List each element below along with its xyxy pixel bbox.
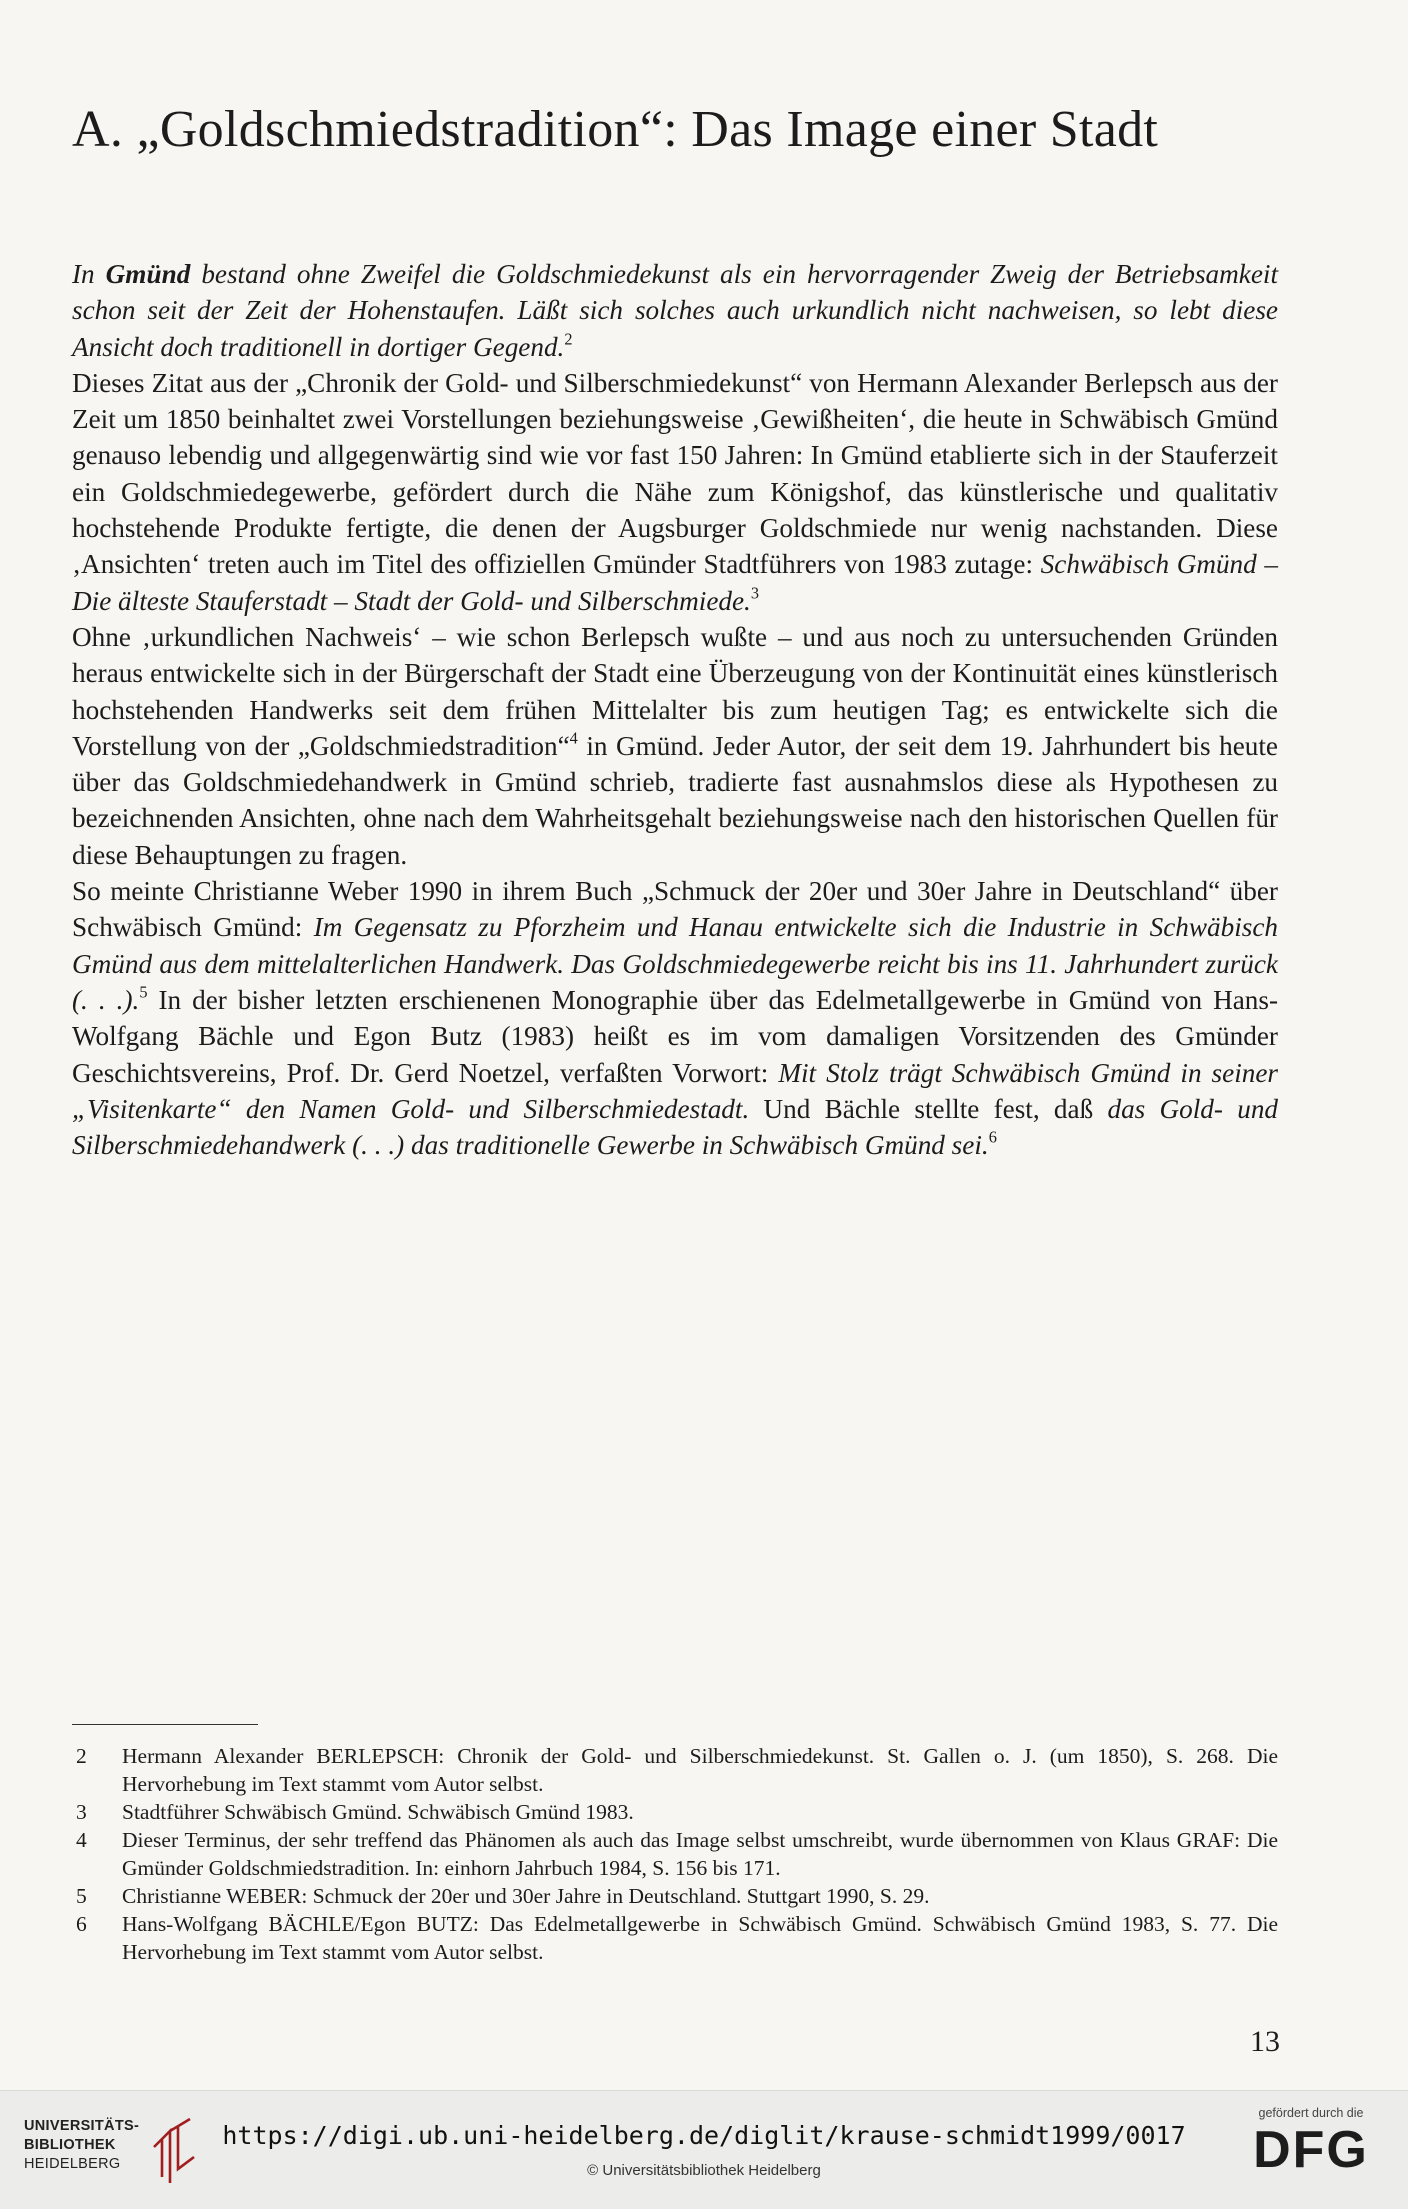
- footnote-text: Hermann Alexander BERLEPSCH: Chronik der Gold- und Silberschmiedekunst. St. Gallen o. J. (um 1850), S. 268. Die Hervorhebung im Text stammt vom Autor selbst.: [122, 1744, 1278, 1796]
- footnote-reference[interactable]: 3: [750, 583, 759, 603]
- footnote-text: Dieser Terminus, der sehr treffend das Phänomen als auch das Image selbst umschreibt, wurde übernommen von Klaus GRAF: Die Gmünder Goldschmiedstradition. In: einhorn Jahrbuch 1984, S. 156 bis 171.: [122, 1828, 1278, 1880]
- body-text: [72, 256, 1278, 1163]
- library-name-line2: BIBLIOTHEK: [24, 2137, 116, 2153]
- footnote: [72, 1910, 1278, 1966]
- italic-text: In: [72, 259, 106, 289]
- footnotes: [72, 1742, 1278, 1966]
- footnote-reference[interactable]: 5: [139, 982, 148, 1002]
- footnote: [72, 1826, 1278, 1882]
- text-run: in Gmünd. Jeder Autor, der seit dem 19. Jahrhundert bis heute über das Goldschmiedehandwerk in Gmünd schrieb, tradierte fast ausnahmslos diese als Hypothesen zu bezeichnenden Ansichten, ohne nach dem Wahrheitsgehalt beziehungsweise nach den historischen Quellen für diese Behauptungen zu fragen.: [72, 730, 1279, 870]
- funder-label: gefördert durch die: [1258, 2106, 1364, 2120]
- page-number: 13: [1250, 2025, 1280, 2058]
- funder-logo[interactable]: [1248, 2105, 1374, 2179]
- footnote: [72, 1742, 1278, 1798]
- footnote-separator: [72, 1724, 258, 1725]
- italic-text: Gmünd: [105, 259, 191, 289]
- paragraph: [72, 873, 1278, 1163]
- footnote-text: Stadtführer Schwäbisch Gmünd. Schwäbisch Gmünd 1983.: [122, 1800, 634, 1824]
- paragraph: [72, 619, 1278, 873]
- text-run: Ohne ‚urkundlichen Nachweis‘ – wie schon Berlepsch wußte – und aus noch zu untersuchenden Gründen heraus entwickelte sich in der Bürgerschaft der Stadt eine Überzeugung von der Kontinuität eines künstlerisch hochstehenden Handwerks seit dem frühen Mittelalter bis zum heutigen Tag; es entwickelte sich die Vorstellung von der „Goldschmiedstradition“: [72, 621, 1278, 761]
- digitization-footer: [0, 2090, 1408, 2209]
- text-run: So meinte Christianne Weber 1990 in ihrem Buch „Schmuck der 20er und 30er Jahre in Deutschland“ über Schwäbisch Gmünd:: [72, 876, 1278, 943]
- footnote: [72, 1882, 1278, 1910]
- footnote-number: 3: [76, 1800, 87, 1824]
- permalink-url[interactable]: https://digi.ub.uni-heidelberg.de/diglit/krause-schmidt1999/0017: [222, 2121, 1186, 2150]
- italic-text: bestand ohne Zweifel die Goldschmiedekunst als ein hervorragender Zweig der Betriebsamkeit schon seit der Zeit der Hohenstaufen. Läßt sich solches auch urkundlich nicht nachweisen, so lebt diese Ansicht doch traditionell in dortiger Gegend.: [72, 259, 1278, 362]
- copyright-notice: © Universitätsbibliothek Heidelberg: [587, 2162, 821, 2179]
- italic-text: Mit Stolz trägt Schwäbisch Gmünd in seiner „Visitenkarte“ den Namen Gold- und Silberschmiedestadt.: [72, 1057, 1279, 1124]
- footnote-text: Hans-Wolfgang BÄCHLE/Egon BUTZ: Das Edelmetallgewerbe in Schwäbisch Gmünd. Schwäbisch Gmünd 1983, S. 77. Die Hervorhebung im Text stammt vom Autor selbst.: [122, 1912, 1278, 1964]
- footnote-number: 5: [76, 1884, 87, 1908]
- text-run: Dieses Zitat aus der „Chronik der Gold- und Silberschmiedekunst“ von Hermann Alexander Berlepsch aus der Zeit um 1850 beinhaltet zwei Vorstellungen beziehungsweise ‚Gewißheiten‘, die heute in Schwäbisch Gmünd genauso lebendig und allgegenwärtig sind wie vor fast 150 Jahren: In Gmünd etablierte sich in der Stauferzeit ein Goldschmiedegewerbe, gefördert durch die Nähe zum Königshof, das künstlerische und qualitativ hochstehende Produkte fertigte, die denen der Augsburger Goldschmiede nur wenig nachstanden. Diese ‚Ansichten‘ treten auch im Titel des offiziellen Gmünder Stadtführers von 1983 zutage:: [72, 367, 1278, 580]
- paragraph: [72, 365, 1278, 619]
- footnote-number: 2: [76, 1744, 87, 1768]
- library-name-line1: UNIVERSITÄTS-: [24, 2118, 140, 2134]
- italic-text: Schwäbisch Gmünd – Die älteste Stauferstadt – Stadt der Gold- und Silberschmiede.: [72, 549, 1278, 616]
- footnote-reference[interactable]: 4: [569, 728, 578, 748]
- text-run: In der bisher letzten erschienenen Monographie über das Edelmetallgewerbe in Gmünd von Hans-Wolfgang Bächle und Egon Butz (1983) heißt es im vom damaligen Vorsitzenden des Gmünder Geschichtsvereins, Prof. Dr. Gerd Noetzel, verfaßten Vorwort:: [72, 984, 1278, 1088]
- footnote: [72, 1798, 1278, 1826]
- text-run: Und Bächle stellte fest, daß: [749, 1093, 1108, 1124]
- footnote-reference[interactable]: 2: [564, 329, 573, 349]
- library-name-line3: HEIDELBERG: [24, 2156, 121, 2172]
- footnote-number: 6: [76, 1912, 87, 1936]
- chapter-heading: A. „Goldschmiedstradition“: Das Image einer Stadt: [72, 101, 1159, 158]
- footnote-text: Christianne WEBER: Schmuck der 20er und 30er Jahre in Deutschland. Stuttgart 1990, S. 29.: [122, 1884, 930, 1908]
- paragraph: [72, 256, 1278, 365]
- italic-text: das Gold- und Silberschmiedehandwerk (. . .) das traditionelle Gewerbe in Schwäbisch Gmünd sei.: [72, 1093, 1279, 1161]
- dfg-logo: DFG: [1253, 2121, 1369, 2179]
- footnote-reference[interactable]: 6: [988, 1127, 997, 1147]
- italic-text: Im Gegensatz zu Pforzheim und Hanau entwickelte sich die Industrie in Schwäbisch Gmünd aus dem mittelalterlichen Handwerk. Das Goldschmiedegewerbe reicht bis ins 11. Jahrhundert zurück (. . .).: [72, 912, 1278, 1015]
- footnote-number: 4: [76, 1828, 87, 1852]
